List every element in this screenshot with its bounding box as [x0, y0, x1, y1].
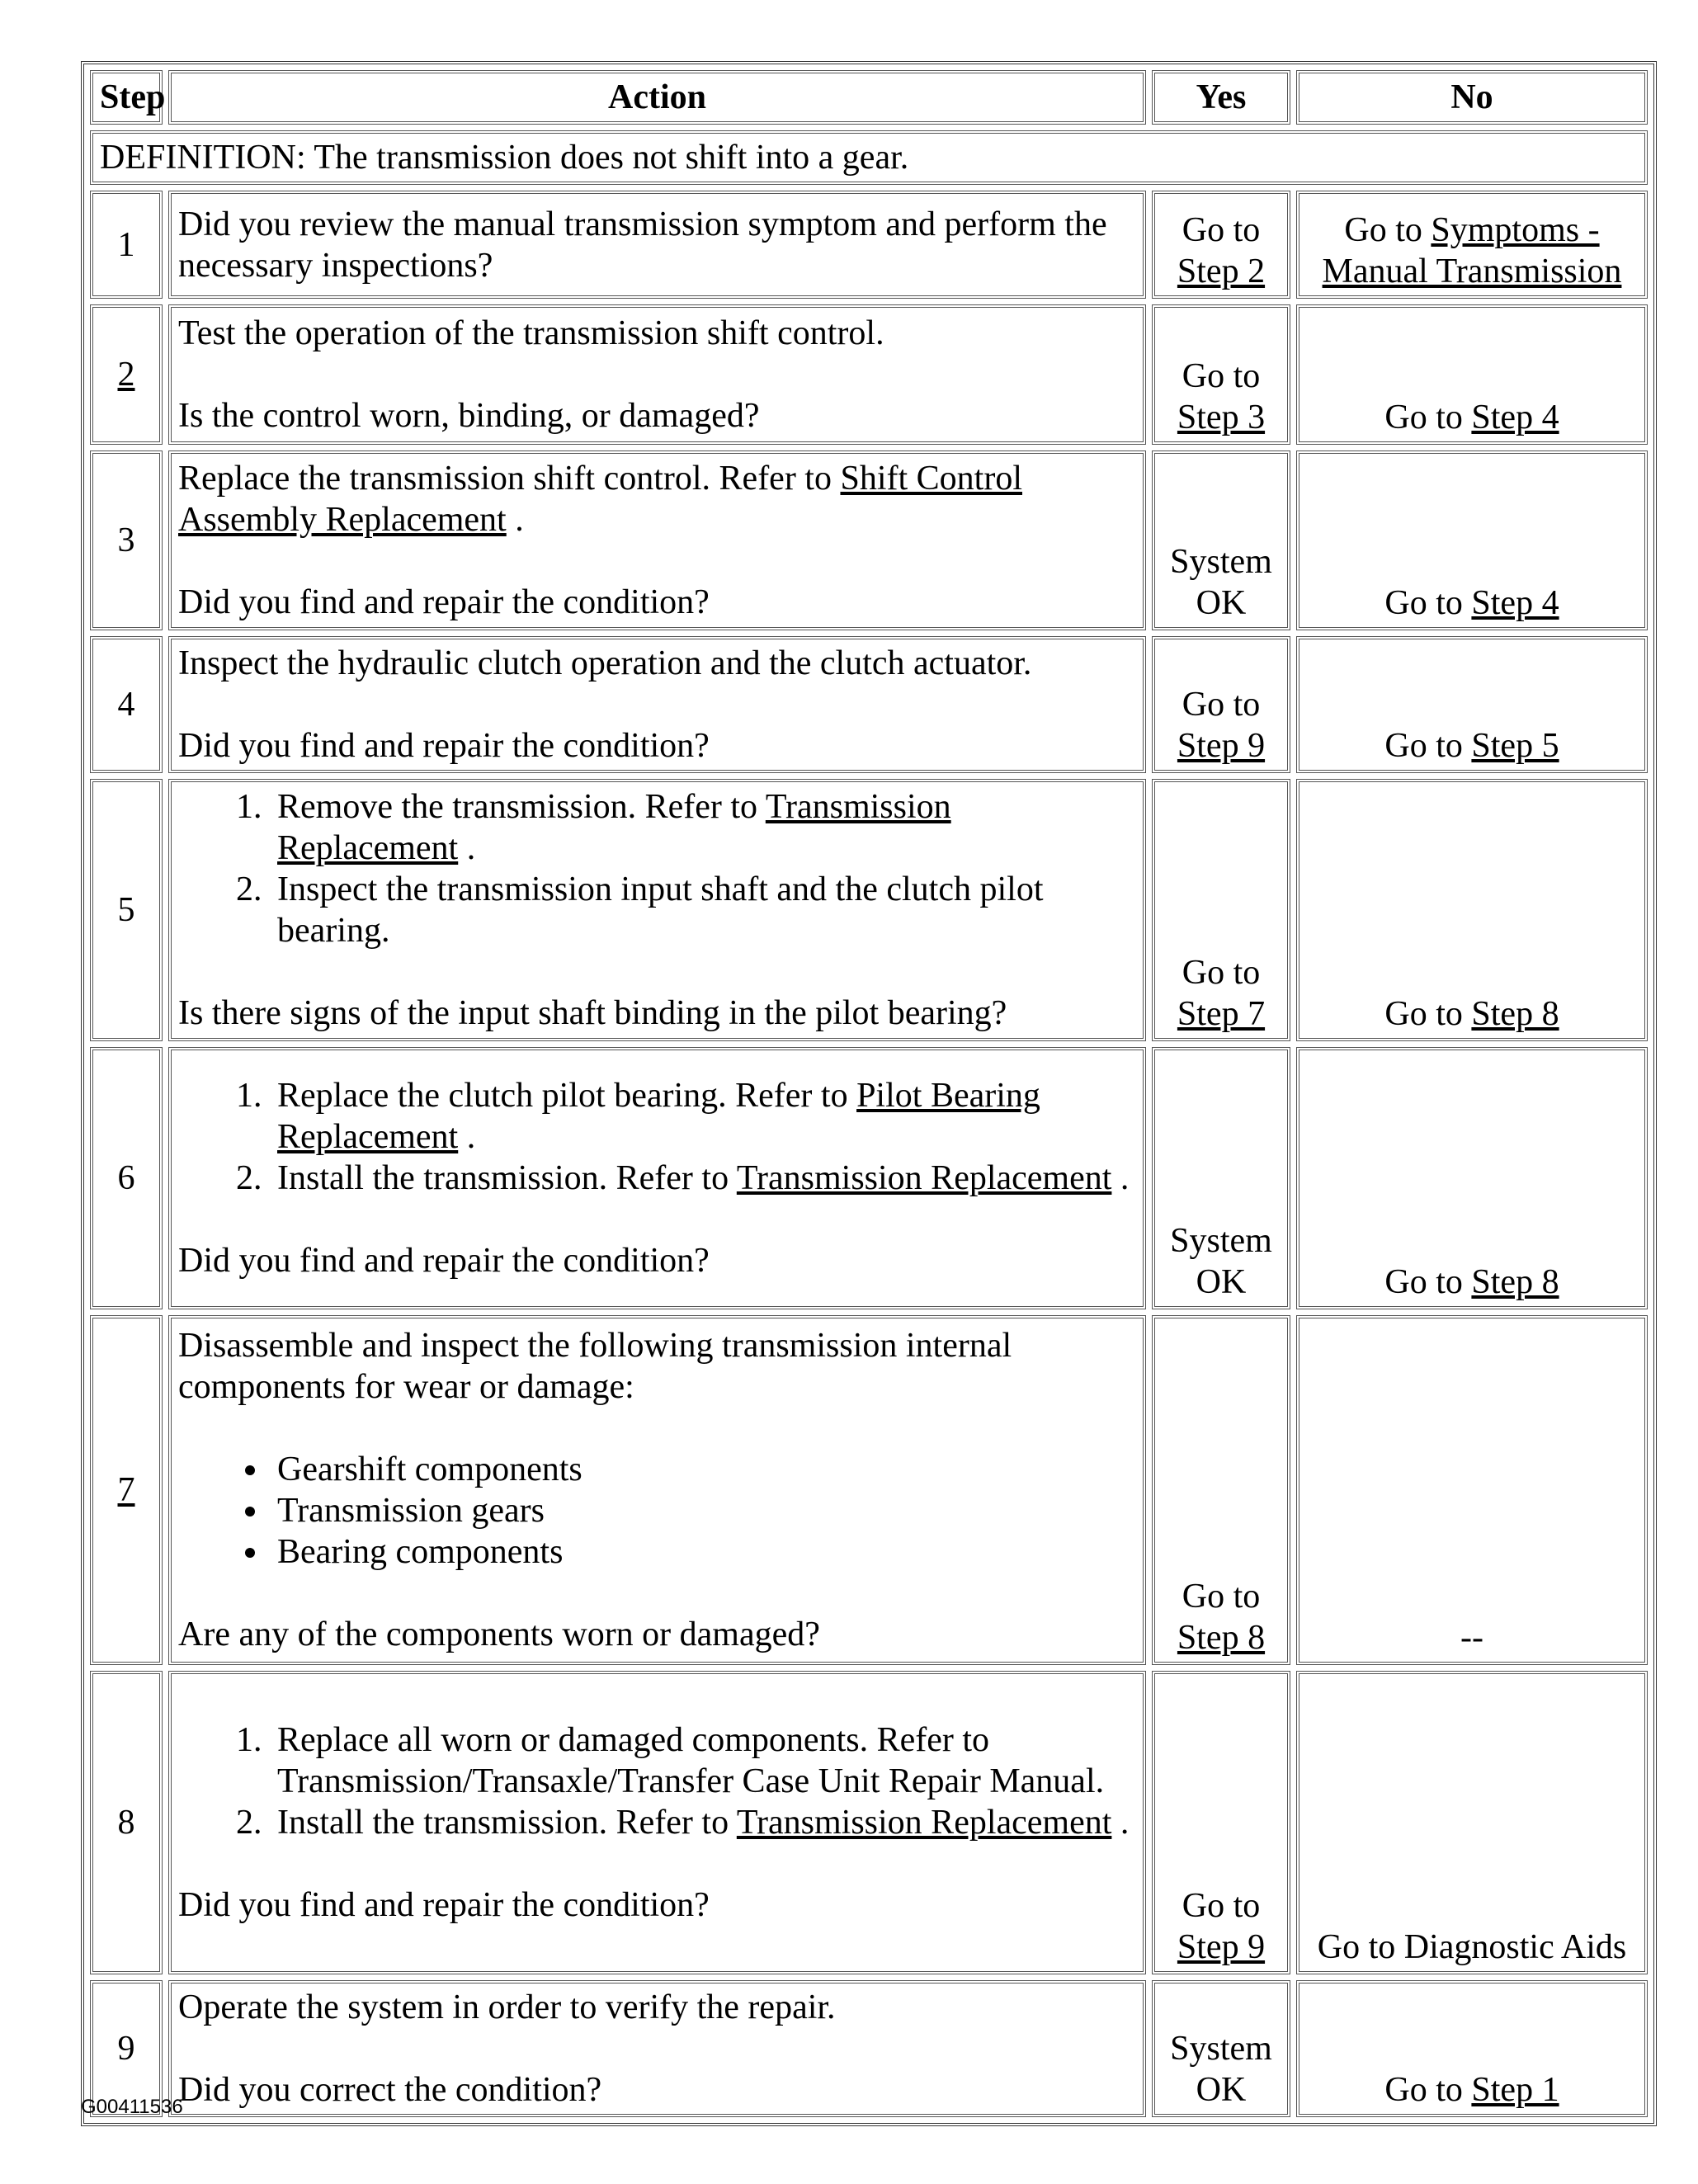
step-number: 6 — [90, 1047, 163, 1309]
action-steps-list — [178, 1075, 1136, 1199]
link-transmission-replacement[interactable]: Transmission Replacement — [736, 1804, 1112, 1842]
no-prefix: Go to — [1384, 727, 1463, 765]
header-action: Action — [168, 70, 1146, 125]
action-question: Did you find and repair the condition? — [178, 1242, 710, 1280]
action-text: Operate the system in order to verify the repair. — [178, 1988, 836, 2026]
list-item: • Bearing components — [271, 1531, 1136, 1573]
action-cell — [168, 1047, 1146, 1309]
step-number: 1 — [90, 191, 163, 299]
yes-cell — [1152, 1315, 1290, 1665]
no-cell: -- — [1296, 1315, 1648, 1665]
link-step-9[interactable]: Step 9 — [1177, 1928, 1266, 1966]
item-text: Install the transmission. Refer to — [277, 1159, 729, 1197]
step-number — [90, 304, 163, 445]
link-step-4[interactable]: Step 4 — [1471, 584, 1559, 622]
action-text: Test the operation of the transmission shift control. — [178, 314, 884, 352]
step-number: 3 — [90, 450, 163, 630]
list-item: 1. Replace all worn or damaged components. Refer to Transmission/Transaxle/Transfer Case Unit Repair Manual. — [271, 1719, 1136, 1802]
table-row — [90, 191, 1648, 299]
item-text: Remove the transmission. Refer to — [277, 788, 758, 826]
no-cell — [1296, 1047, 1648, 1309]
link-pilot-bearing-replacement[interactable]: Pilot Bearing Replacement — [277, 1077, 1040, 1156]
link-shift-control-assembly-replacement[interactable]: Shift Control Assembly Replacement — [178, 460, 1023, 539]
definition-row — [90, 130, 1648, 185]
no-prefix: Go to — [1384, 399, 1463, 436]
step-number: 9 — [90, 1980, 163, 2117]
no-cell — [1296, 779, 1648, 1041]
table-row — [90, 304, 1648, 445]
header-step: Step — [90, 70, 163, 125]
table-row — [90, 779, 1648, 1041]
action-question: Did you find and repair the condition? — [178, 1886, 710, 1924]
link-step-8[interactable]: Step 8 — [1471, 1263, 1559, 1301]
list-item: 1. Remove the transmission. Refer to Transmission Replacement . — [271, 786, 1136, 869]
action-question: Is the control worn, binding, or damaged? — [178, 397, 760, 435]
header-row — [90, 70, 1648, 125]
definition-text: DEFINITION: The transmission does not shift into a gear. — [90, 130, 1648, 185]
action-cell — [168, 636, 1146, 773]
yes-cell: System OK — [1152, 1980, 1290, 2117]
step-number: 4 — [90, 636, 163, 773]
link-step-2[interactable]: Step 2 — [1177, 252, 1266, 290]
yes-prefix: Go to — [1182, 1887, 1261, 1925]
table-row — [90, 450, 1648, 630]
action-cell — [168, 779, 1146, 1041]
step-number: 8 — [90, 1671, 163, 1974]
no-cell: Go to Diagnostic Aids — [1296, 1671, 1648, 1974]
link-step-4[interactable]: Step 4 — [1471, 399, 1559, 436]
yes-cell — [1152, 191, 1290, 299]
table-row — [90, 1047, 1648, 1309]
no-cell — [1296, 191, 1648, 299]
action-question: Are any of the components worn or damaged? — [178, 1616, 820, 1653]
yes-prefix: Go to — [1182, 211, 1261, 249]
action-question: Did you correct the condition? — [178, 2071, 602, 2109]
yes-cell — [1152, 304, 1290, 445]
table-row — [90, 1315, 1648, 1665]
list-item: • Gearshift components — [271, 1449, 1136, 1490]
action-question: Did you find and repair the condition? — [178, 727, 710, 765]
diagnostic-table-container — [81, 61, 1657, 2126]
yes-prefix: Go to — [1182, 357, 1261, 395]
no-prefix: Go to — [1384, 2071, 1463, 2109]
yes-cell — [1152, 636, 1290, 773]
yes-cell — [1152, 779, 1290, 1041]
figure-id: G00411536 — [81, 2096, 183, 2118]
no-cell — [1296, 636, 1648, 773]
link-step-8[interactable]: Step 8 — [1471, 995, 1559, 1033]
link-step-1[interactable]: Step 1 — [1471, 2071, 1559, 2109]
action-cell — [168, 1315, 1146, 1665]
action-steps-list — [178, 1719, 1136, 1843]
link-step-3[interactable]: Step 3 — [1177, 399, 1266, 436]
list-item: 2. Install the transmission. Refer to Transmission Replacement . — [271, 1158, 1136, 1199]
item-text: Install the transmission. Refer to — [277, 1804, 729, 1842]
yes-prefix: Go to — [1182, 686, 1261, 724]
action-text: Inspect the hydraulic clutch operation and the clutch actuator. — [178, 644, 1032, 682]
link-symptoms-manual-transmission[interactable]: Symptoms - Manual Transmission — [1322, 211, 1622, 290]
diagnostic-table — [81, 61, 1657, 2126]
link-step-7[interactable]: Step 7 — [1177, 995, 1266, 1033]
action-text: Disassemble and inspect the following transmission internal components for wear or damage: — [178, 1327, 1012, 1406]
action-steps-list — [178, 786, 1136, 951]
link-transmission-replacement[interactable]: Transmission Replacement — [736, 1159, 1112, 1197]
no-cell — [1296, 304, 1648, 445]
action-cell — [168, 1671, 1146, 1974]
list-item: 2. Install the transmission. Refer to Transmission Replacement . — [271, 1802, 1136, 1843]
table-row — [90, 636, 1648, 773]
item-text: Replace the clutch pilot bearing. Refer to — [277, 1077, 848, 1115]
action-cell — [168, 304, 1146, 445]
action-cell — [168, 1980, 1146, 2117]
no-prefix: Go to — [1344, 211, 1422, 249]
yes-cell — [1152, 1671, 1290, 1974]
list-item: 1. Replace the clutch pilot bearing. Refer to Pilot Bearing Replacement . — [271, 1075, 1136, 1158]
header-yes: Yes — [1152, 70, 1290, 125]
action-text: Did you review the manual transmission symptom and perform the necessary inspections? — [168, 191, 1146, 299]
list-item: • Transmission gears — [271, 1490, 1136, 1531]
link-step-9[interactable]: Step 9 — [1177, 727, 1266, 765]
action-question: Is there signs of the input shaft binding in the pilot bearing? — [178, 994, 1007, 1032]
action-text: Replace the transmission shift control. Refer to — [178, 460, 832, 498]
component-list — [178, 1449, 1136, 1573]
no-prefix: Go to — [1384, 995, 1463, 1033]
action-question: Did you find and repair the condition? — [178, 583, 710, 621]
table-row — [90, 1980, 1648, 2117]
yes-cell: System OK — [1152, 450, 1290, 630]
table-row — [90, 1671, 1648, 1974]
step-number — [90, 1315, 163, 1665]
step-number: 5 — [90, 779, 163, 1041]
no-prefix: Go to — [1384, 1263, 1463, 1301]
link-step-5[interactable]: Step 5 — [1471, 727, 1559, 765]
link-transmission-replacement[interactable]: Transmission Replacement — [277, 788, 951, 867]
yes-prefix: Go to — [1182, 954, 1261, 992]
no-cell — [1296, 450, 1648, 630]
list-item: 2. Inspect the transmission input shaft and the clutch pilot bearing. — [271, 869, 1136, 951]
yes-prefix: Go to — [1182, 1578, 1261, 1616]
yes-cell: System OK — [1152, 1047, 1290, 1309]
action-cell — [168, 450, 1146, 630]
link-step-8[interactable]: Step 8 — [1177, 1619, 1266, 1657]
no-prefix: Go to — [1384, 584, 1463, 622]
step-number-link[interactable]: 7 — [117, 1471, 135, 1509]
header-no: No — [1296, 70, 1648, 125]
action-text-block: Replace the transmission shift control. Refer to Shift Control Assembly Replacement . — [178, 460, 1023, 539]
no-cell — [1296, 1980, 1648, 2117]
step-number-link[interactable]: 2 — [117, 356, 135, 394]
